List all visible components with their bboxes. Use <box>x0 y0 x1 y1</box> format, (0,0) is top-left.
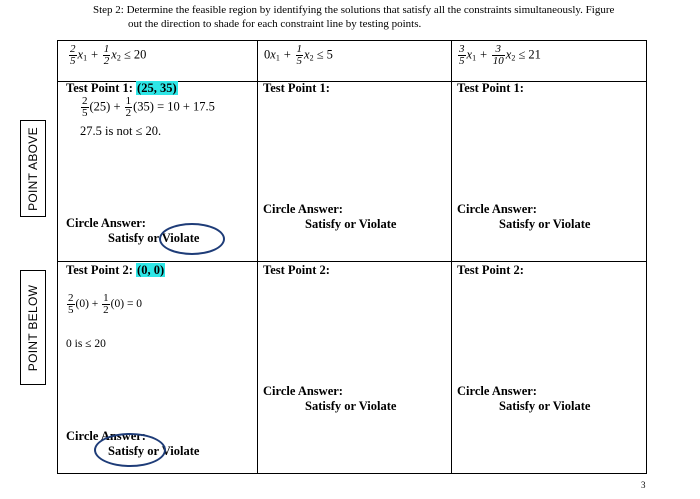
satisfy-or-violate: Satisfy or Violate <box>499 399 591 413</box>
instructions-line-2: out the direction to shade for each constraint line by testing points. <box>128 18 422 30</box>
circle-answer-label: Circle Answer: <box>263 384 343 398</box>
test-point-1-calc: $\frac{2}{5}$ (25) + $\frac{1}{2}$ (35) = 10 + 17.5 <box>82 95 215 119</box>
answer-circle-violate <box>159 223 225 255</box>
test-point-1-col1: Test Point 1: (25, 35) <box>66 81 177 95</box>
instructions <box>93 3 653 31</box>
satisfy-or-violate: Satisfy or Violate <box>108 231 200 245</box>
satisfy-or-violate: Satisfy or Violate <box>305 399 397 413</box>
satisfy-or-violate: Satisfy or Violate <box>108 444 200 458</box>
test-point-1-col2: Test Point 1: <box>263 81 330 95</box>
circle-answer-label: Circle Answer: <box>66 216 146 230</box>
test-point-2-calc: $\frac{2}{5}$ (0) + $\frac{1}{2}$ (0) = 0 <box>68 292 143 316</box>
constraint-header-3: $\frac{3}{5}$ $x_1$ + $\frac{3}{10}$ $x_2 \le 21$ <box>459 43 541 67</box>
test-point-1-col3: Test Point 1: <box>457 81 524 95</box>
instructions-line-1: Step 2: Determine the feasible region by identifying the solutions that satisfy all the constraints simultaneously. Figure <box>93 4 615 16</box>
page-number: 3 <box>641 480 646 490</box>
satisfy-or-violate: Satisfy or Violate <box>305 217 397 231</box>
test-point-1-value: (25, 35) <box>137 81 177 95</box>
test-point-1-result: 27.5 is not ≤ 20. <box>80 124 162 138</box>
constraint-table <box>57 40 647 474</box>
constraint-header-1: $\frac{2}{5}$ $x_1$ + $\frac{1}{2}$ $x_2 \le 20$ <box>70 43 147 67</box>
test-point-2-result: 0 is ≤ 20 <box>66 338 106 350</box>
circle-answer-label: Circle Answer: <box>66 429 146 443</box>
side-label-point-below: POINT BELOW <box>20 270 46 385</box>
answer-circle-satisfy <box>94 433 166 467</box>
circle-answer-label: Circle Answer: <box>457 384 537 398</box>
constraint-header-2: $0x_1$ + $\frac{1}{5}$ $x_2 \le 5$ <box>264 43 333 67</box>
side-label-point-above: POINT ABOVE <box>20 120 46 217</box>
test-point-2-value: (0, 0) <box>137 263 165 277</box>
test-point-2-col2: Test Point 2: <box>263 263 330 277</box>
test-point-2-col1: Test Point 2: (0, 0) <box>66 263 165 277</box>
circle-answer-label: Circle Answer: <box>457 202 537 216</box>
satisfy-or-violate: Satisfy or Violate <box>499 217 591 231</box>
circle-answer-label: Circle Answer: <box>263 202 343 216</box>
test-point-2-col3: Test Point 2: <box>457 263 524 277</box>
